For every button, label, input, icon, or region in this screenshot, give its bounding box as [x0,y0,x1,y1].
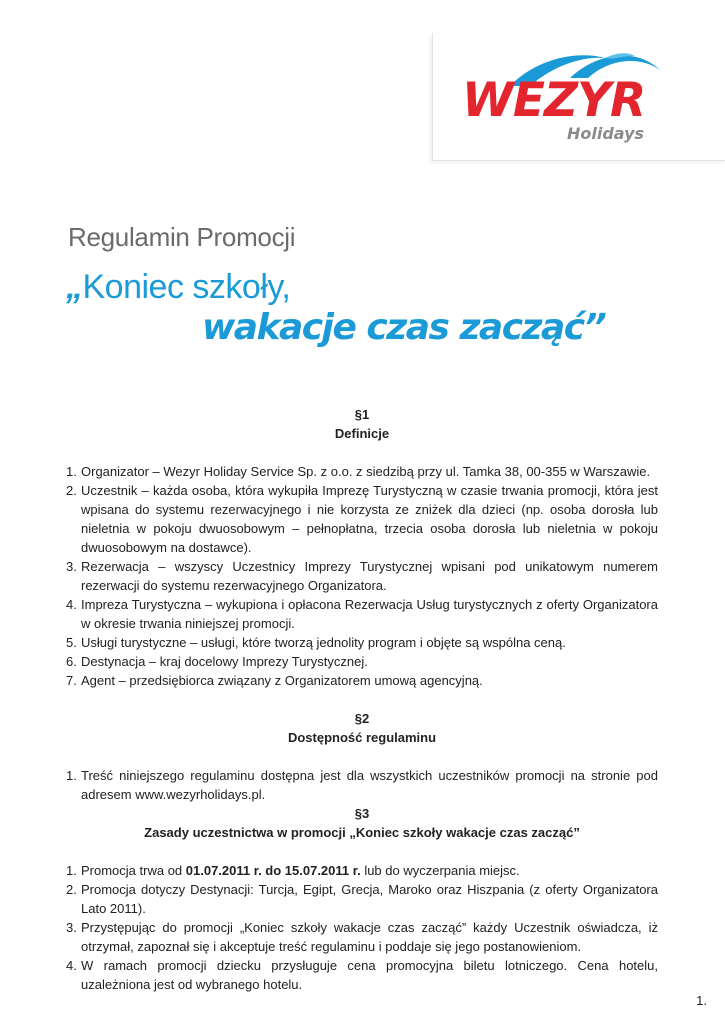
document-body [66,405,658,994]
headline-line2 [202,307,605,348]
headline-quote-open: „ [66,268,83,306]
logo-sub: Holidays [567,124,645,143]
section-number: §3 [354,806,370,821]
list-item: 3. Rezerwacja – wszyscy Uczestnicy Imprezy Turystycznej wpisani pod unikatowym numerem rezerwacji do systemu rezerwacyjnego Organizatora. [66,559,658,593]
document-title: Regulamin Promocji [68,222,296,252]
section-title: Zasady uczestnictwa w promocji „Koniec szkoły wakacje czas zacząć” [144,825,580,840]
list-item: 6. Destynacja – kraj docelowy Imprezy Turystycznej. [66,654,368,669]
headline-line1 [66,268,290,307]
list-item: 7. Agent – przedsiębiorca związany z Organizatorem umową agencyjną. [66,673,483,688]
list-item: 1. Promocja trwa od 01.07.2011 r. do 15.07.2011 r. lub do wyczerpania miejsc. [66,863,520,878]
section-number: §2 [354,711,370,726]
list-item: 1. Organizator – Wezyr Holiday Service Sp. z o.o. z siedzibą przy ul. Tamka 38, 00-355 w Warszawie. [66,464,651,479]
headline-text2: wakacje czas zacząć [202,307,584,348]
section-3-list [66,861,658,994]
list-item: 1. Treść niniejszego regulaminu dostępna jest dla wszystkich uczestników promocji na stronie pod adresem www.wezyrholidays.pl. [66,768,658,802]
list-item: 2. Promocja dotyczy Destynacji: Turcja, Egipt, Grecja, Maroko oraz Hiszpania (z oferty Organizatora Lato 2011). [66,882,658,916]
list-item: 4. Impreza Turystyczna – wykupiona i opłacona Rezerwacja Usług turystycznych z oferty Organizatora w okresie trwania niniejszej promocji. [66,597,658,631]
headline-quote-close: ” [583,307,606,348]
section-2-list [66,766,658,804]
headline-text1: Koniec szkoły, [82,268,291,306]
logo-brand: WEZYR [462,73,646,128]
section-title: Definicje [334,426,390,441]
list-item: 4. W ramach promocji dziecku przysługuje cena promocyjna biletu lotniczego. Cena hotelu, uzależniona jest od wybranego hotelu. [66,958,658,992]
section-1-list [66,462,658,690]
list-item: 5. Usługi turystyczne – usługi, które tworzą jednolity program i objęte są wspólna ceną. [66,635,566,650]
list-item: 2. Uczestnik – każda osoba, która wykupiła Imprezę Turystyczną w czasie trwania promocji, która jest wpisana do systemu rezerwacyjnego i nie korzysta ze zniżek dla dzieci (np. osoba dorosła lub nieletnia w pokoju dwuosobowym – pełnopłatna, trzecia osoba dorosła lub nieletnia w pokoju dwuosobowym na dostawce). [66,483,658,555]
section-title: Dostępność regulaminu [287,730,437,745]
section-number: §1 [354,407,370,422]
list-item: 3. Przystępując do promocji „Koniec szkoły wakacje czas zacząć” każdy Uczestnik oświadcza, iż otrzymał, zapoznał się i akceptuje treść regulaminu i poddaje się jego postanowieniom. [66,920,658,954]
page-number: 1. [696,993,707,1008]
